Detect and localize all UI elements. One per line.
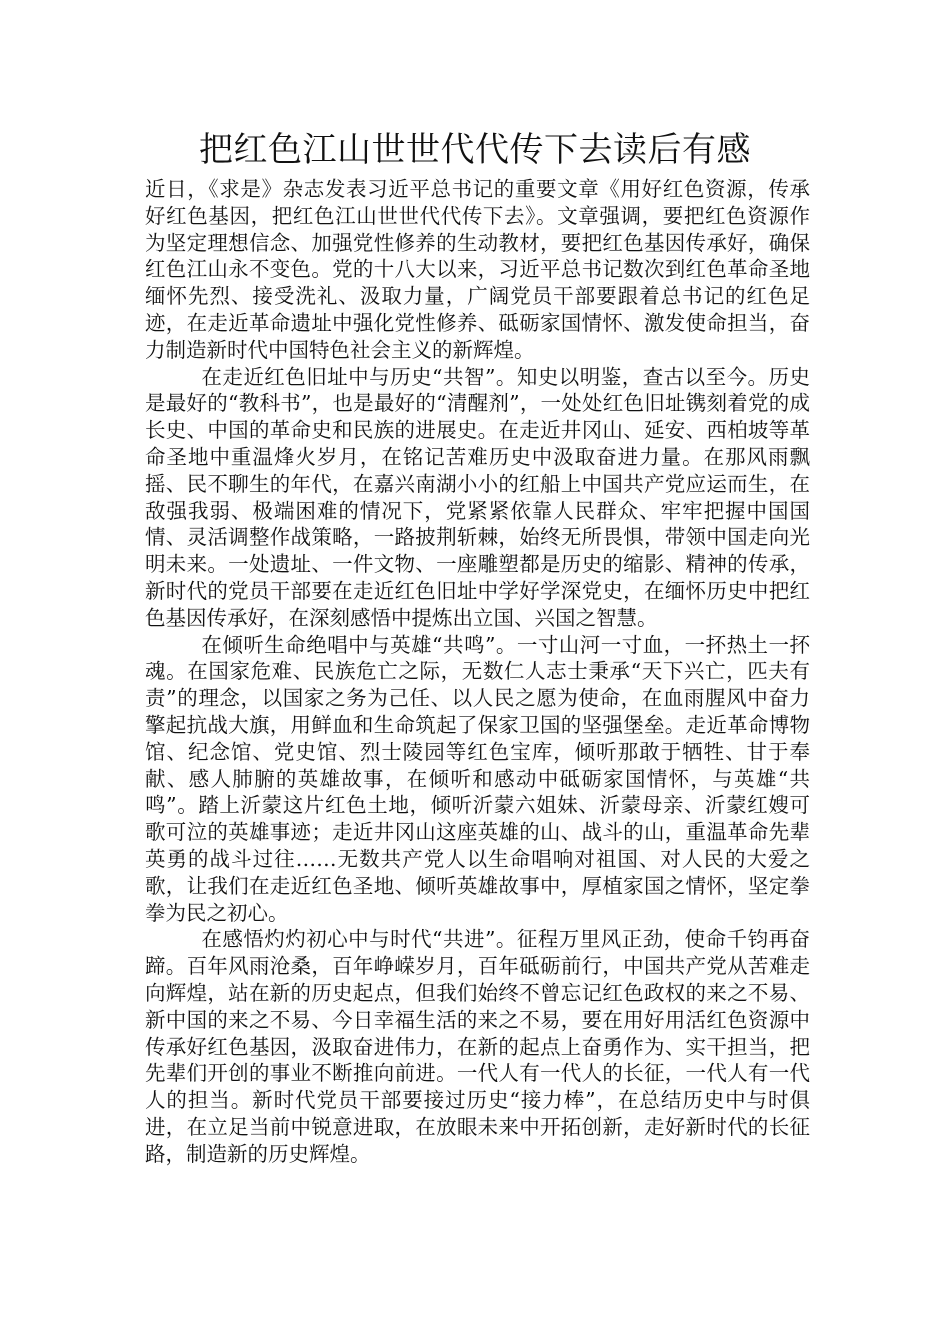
paragraph-intro: 近日，《求是》杂志发表习近平总书记的重要文章《用好红色资源，传承好红色基因，把红色江山世世代代传下去》。文章强调，要把红色资源作为坚定理想信念、加强党性修养的生动教材，要把红色基因传承好，确保红色江山永不变色。党的十八大以来，习近平总书记数次到红色革命圣地缅怀先烈、接受洗礼、汲取力量，广阔党员干部要跟着总书记的红色足迹，在走近革命遗址中强化党性修养、砥砺家国情怀、激发使命担当，奋力制造新时代中国特色社会主义的新辉煌。 bbox=[145, 177, 810, 362]
document-body bbox=[145, 176, 810, 1167]
paragraph-heroes: 在倾听生命绝唱中与英雄“共鸣”。一寸山河一寸血，一抔热土一抔魂。在国家危难、民族危亡之际，无数仁人志士秉承“天下兴亡，匹夫有责”的理念，以国家之务为己任、以人民之愿为使命，在血雨腥风中奋力擎起抗战大旗，用鲜血和生命筑起了保家卫国的坚强堡垒。走近革命博物馆、纪念馆、党史馆、烈士陵园等红色宝库，倾听那敢于牺牲、甘于奉献、感人肺腑的英雄故事，在倾听和感动中砥砺家国情怀，与英雄“共鸣”。踏上沂蒙这片红色土地，倾听沂蒙六姐妹、沂蒙母亲、沂蒙红嫂可歌可泣的英雄事迹；走近井冈山这座英雄的山、战斗的山，重温革命先辈英勇的战斗过往……无数共产党人以生命唱响对祖国、对人民的大爱之歌，让我们在走近红色圣地、倾听英雄故事中，厚植家国之情怀，坚定拳拳为民之初心。 bbox=[145, 632, 810, 925]
paragraph-era: 在感悟灼灼初心中与时代“共进”。征程万里风正劲，使命千钧再奋蹄。百年风雨沧桑，百年峥嵘岁月，百年砥砺前行，中国共产党从苦难走向辉煌，站在新的历史起点，但我们始终不曾忘记红色政权的来之不易、新中国的来之不易、今日幸福生活的来之不易，要在用好用活红色资源中传承好红色基因，汲取奋进伟力，在新的起点上奋勇作为、实干担当，把先辈们开创的事业不断推向前进。一代人有一代人的长征，一代人有一代人的担当。新时代党员干部要接过历史“接力棒”，在总结历史中与时俱进，在立足当前中锐意进取，在放眼未来中开拓创新，走好新时代的长征路，制造新的历史辉煌。 bbox=[145, 927, 810, 1166]
paragraph-history: 在走近红色旧址中与历史“共智”。知史以明鉴，查古以至今。历史是最好的“教科书”，也是最好的“清醒剂”，一处处红色旧址镌刻着党的成长史、中国的革命史和民族的进展史。在走近井冈山、延安、西柏坡等革命圣地中重温烽火岁月，在铭记苦难历史中汲取奋进力量。在那风雨飘摇、民不聊生的年代，在嘉兴南湖小小的红船上中国共产党应运而生，在敌强我弱、极端困难的情况下，党紧紧依靠人民群众、牢牢把握中国国情、灵活调整作战策略，一路披荆斩棘，始终无所畏惧，带领中国走向光明未来。一处遗址、一件文物、一座雕塑都是历史的缩影、精神的传承，新时代的党员干部要在走近红色旧址中学好学深党史，在缅怀历史中把红色基因传承好，在深刻感悟中提炼出立国、兴国之智慧。 bbox=[145, 364, 810, 630]
document-title: 把红色江山世世代代传下去读后有感 bbox=[199, 130, 751, 170]
